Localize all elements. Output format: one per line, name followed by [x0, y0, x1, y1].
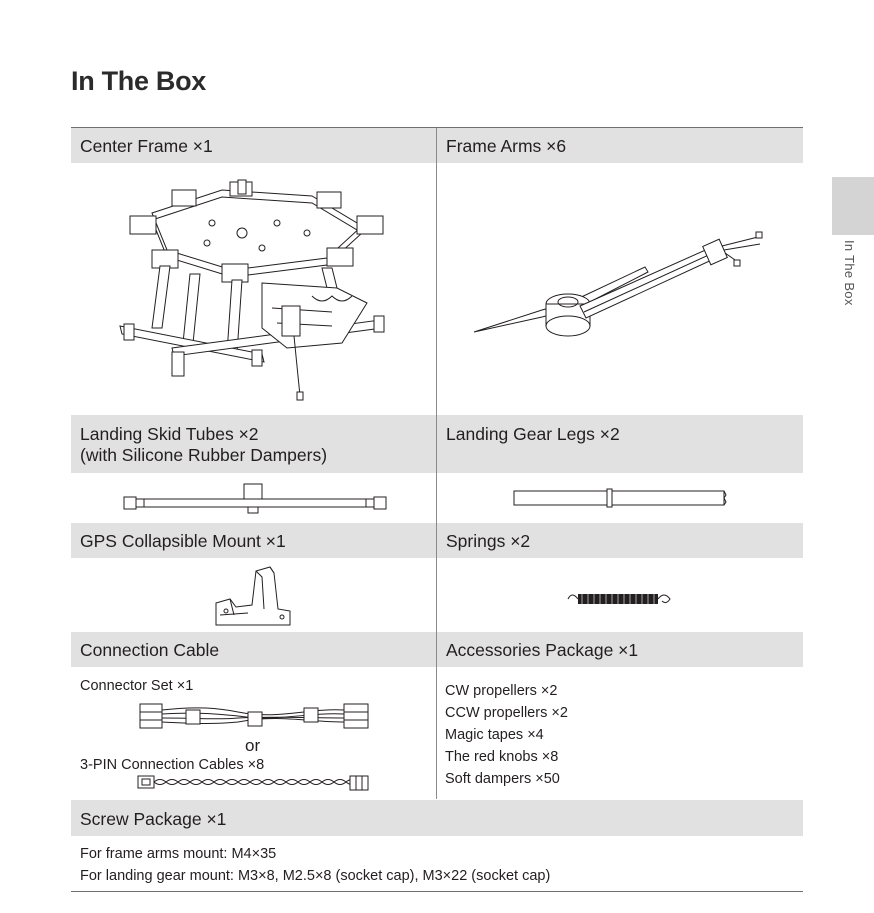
list-item: CW propellers ×2 [445, 683, 558, 699]
screw-line: For frame arms mount: M4×35 [80, 846, 277, 862]
header-accessories [437, 632, 803, 667]
list-item: CCW propellers ×2 [445, 705, 568, 721]
accessories-label: Accessories Package ×1 [446, 640, 639, 660]
pin-cables-text: 3-PIN Connection Cables ×8 [80, 757, 265, 773]
connection-cable-label: Connection Cable [80, 640, 220, 660]
header-landing-skid-tubes [71, 415, 436, 473]
header-landing-gear-legs [437, 415, 803, 473]
center-frame-illustration [112, 178, 392, 403]
gps-mount-illustration [212, 563, 294, 629]
list-item: The red knobs ×8 [445, 749, 559, 765]
frame-arm-illustration [470, 222, 770, 342]
screw-line: For landing gear mount: M3×8, M2.5×8 (socket cap), M3×22 (socket cap) [80, 868, 551, 884]
header-connection-cable [71, 632, 436, 667]
landing-gear-leg-illustration [512, 488, 728, 508]
header-frame-arms [437, 128, 803, 163]
side-tab [832, 177, 874, 235]
landing-skid-tubes-label: Landing Skid Tubes ×2 [80, 424, 259, 444]
frame-arms-label: Frame Arms ×6 [446, 136, 567, 156]
connector-set-text: Connector Set ×1 [80, 678, 194, 694]
center-frame-label: Center Frame ×1 [80, 136, 213, 156]
spring-illustration [566, 589, 674, 609]
gps-mount-label: GPS Collapsible Mount ×1 [80, 531, 286, 551]
list-item: Soft dampers ×50 [445, 771, 560, 787]
screw-package-label: Screw Package ×1 [80, 809, 227, 829]
landing-gear-legs-label: Landing Gear Legs ×2 [446, 424, 620, 444]
or-text: or [245, 736, 261, 755]
header-gps-mount [71, 523, 436, 558]
landing-skid-tubes-sublabel: (with Silicone Rubber Dampers) [80, 445, 328, 465]
header-springs [437, 523, 803, 558]
list-item: Magic tapes ×4 [445, 727, 544, 743]
connector-set-illustration [138, 702, 370, 730]
springs-label: Springs ×2 [446, 531, 531, 551]
page-title: In The Box [71, 66, 207, 96]
side-tab-label: In The Box [842, 240, 857, 306]
header-screw-package [71, 800, 803, 836]
table-bottom-rule [71, 891, 803, 892]
pin-cable-illustration [136, 774, 372, 792]
header-center-frame [71, 128, 436, 163]
skid-tube-illustration [120, 482, 390, 514]
